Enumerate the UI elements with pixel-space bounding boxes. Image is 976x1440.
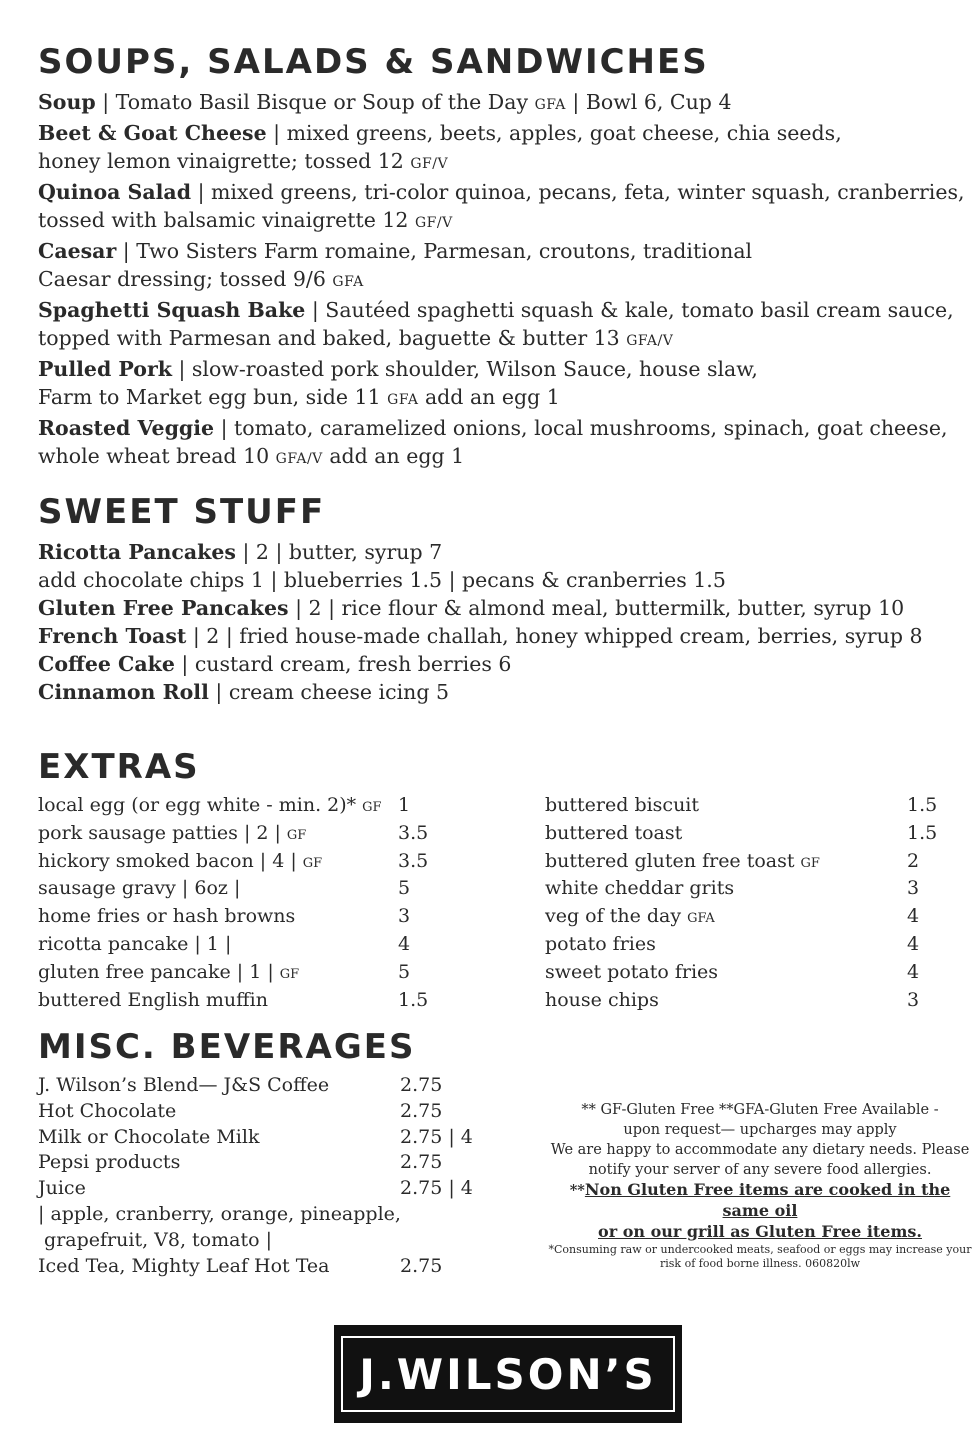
extras-row: local egg (or egg white - min. 2)* GF 1 — [38, 794, 411, 816]
extras-row: pork sausage patties | 2 | GF 3.5 — [38, 821, 429, 844]
extras-row: sweet potato fries 4 — [545, 960, 920, 983]
menu-item: French Toast | 2 | fried house-made challah, honey whipped cream, berries, syrup 8 — [38, 624, 923, 648]
beverage-row: Milk or Chocolate Milk 2.75 | 4 — [38, 1125, 473, 1148]
beverage-row: Pepsi products 2.75 — [38, 1151, 443, 1174]
extras-row: veg of the day GFA 4 — [545, 905, 920, 928]
extras-right-column — [545, 793, 938, 1015]
menu-item-cont: Caesar dressing; tossed 9/6 GFA — [38, 267, 364, 291]
extras-row: white cheddar grits 3 — [545, 877, 920, 900]
extras-row: buttered toast 1.5 — [545, 821, 938, 844]
logo-text: J.WILSON’S — [341, 1336, 675, 1412]
menu-item: Roasted Veggie | tomato, caramelized onions, local mushrooms, spinach, goat cheese, — [38, 416, 948, 440]
menu-item: Gluten Free Pancakes | 2 | rice flour & almond meal, buttermilk, butter, syrup 10 — [38, 596, 905, 620]
beverage-row: Iced Tea, Mighty Leaf Hot Tea 2.75 — [38, 1254, 443, 1277]
extras-row: home fries or hash browns 3 — [38, 905, 411, 928]
brand-logo — [334, 1325, 682, 1423]
extras-row: ricotta pancake | 1 | 4 — [38, 932, 411, 955]
beverage-row: grapefruit, V8, tomato | — [38, 1228, 272, 1251]
menu-item: Spaghetti Squash Bake | Sautéed spaghetti squash & kale, tomato basil cream sauce, — [38, 298, 954, 322]
menu-item: Quinoa Salad | mixed greens, tri-color quinoa, pecans, feta, winter squash, cranberries, — [38, 180, 965, 204]
beverage-row: | apple, cranberry, orange, pineapple, — [38, 1202, 401, 1225]
menu-item: Soup | Tomato Basil Bisque or Soup of the Day GFA | Bowl 6, Cup 4 — [38, 90, 732, 114]
extras-row: buttered gluten free toast GF 2 — [545, 849, 920, 872]
extras-row: house chips 3 — [545, 988, 920, 1011]
beverage-row: J. Wilson’s Blend— J&S Coffee 2.75 — [38, 1074, 443, 1096]
menu-item: Coffee Cake | custard cream, fresh berries 6 — [38, 652, 512, 676]
extras-row: buttered English muffin 1.5 — [38, 988, 429, 1011]
gluten-warning: **Non Gluten Free items are cooked in the same oil — [569, 1180, 951, 1220]
extras-row: potato fries 4 — [545, 932, 920, 955]
menu-item-cont: topped with Parmesan and baked, baguette & butter 13 GFA/V — [38, 326, 674, 350]
beverage-row: Juice 2.75 | 4 — [38, 1177, 473, 1200]
extras-row: gluten free pancake | 1 | GF 5 — [38, 960, 411, 983]
extras-row: buttered biscuit 1.5 — [545, 794, 938, 816]
menu-item-cont: whole wheat bread 10 GFA/V add an egg 1 — [38, 444, 465, 468]
menu-item: Cinnamon Roll | cream cheese icing 5 — [38, 680, 450, 704]
menu-item-cont: Farm to Market egg bun, side 11 GFA add an egg 1 — [38, 385, 560, 409]
extras-heading: EXTRAS — [38, 747, 200, 787]
sweet-list — [38, 538, 968, 706]
dietary-notes: ** GF-Gluten Free **GFA-Gluten Free Available - upon request— upcharges may apply We are happy to accommodate any dietary needs. Please notify your server of any severe food allergies. **Non Gluten Free items are cooked in the same oil or on our grill as Gluten Free items. *Consuming raw or undercooked meats, seafood or eggs may increase your risk of food borne illness. 060820lw — [545, 1100, 975, 1271]
menu-item-cont: honey lemon vinaigrette; tossed 12 GF/V — [38, 149, 449, 173]
soups-heading: SOUPS, SALADS & SANDWICHES — [38, 42, 709, 82]
beverages-list — [38, 1073, 508, 1279]
menu-item: Pulled Pork | slow-roasted pork shoulder, Wilson Sauce, house slaw, — [38, 357, 758, 381]
menu-item: add chocolate chips 1 | blueberries 1.5 | pecans & cranberries 1.5 — [38, 568, 726, 592]
menu-item-cont: tossed with balsamic vinaigrette 12 GF/V — [38, 208, 453, 232]
beverage-row: Hot Chocolate 2.75 — [38, 1099, 443, 1122]
menu-item: Ricotta Pancakes | 2 | butter, syrup 7 — [38, 540, 443, 564]
menu-item: Beet & Goat Cheese | mixed greens, beets, apples, goat cheese, chia seeds, — [38, 121, 842, 145]
extras-row: hickory smoked bacon | 4 | GF 3.5 — [38, 849, 429, 872]
sweet-heading: SWEET STUFF — [38, 492, 326, 532]
menu-item: Caesar | Two Sisters Farm romaine, Parmesan, croutons, traditional — [38, 239, 753, 263]
extras-row: sausage gravy | 6oz | 5 — [38, 877, 411, 900]
soups-list — [38, 88, 968, 473]
beverages-heading: MISC. BEVERAGES — [38, 1027, 416, 1067]
extras-left-column — [38, 793, 430, 1015]
